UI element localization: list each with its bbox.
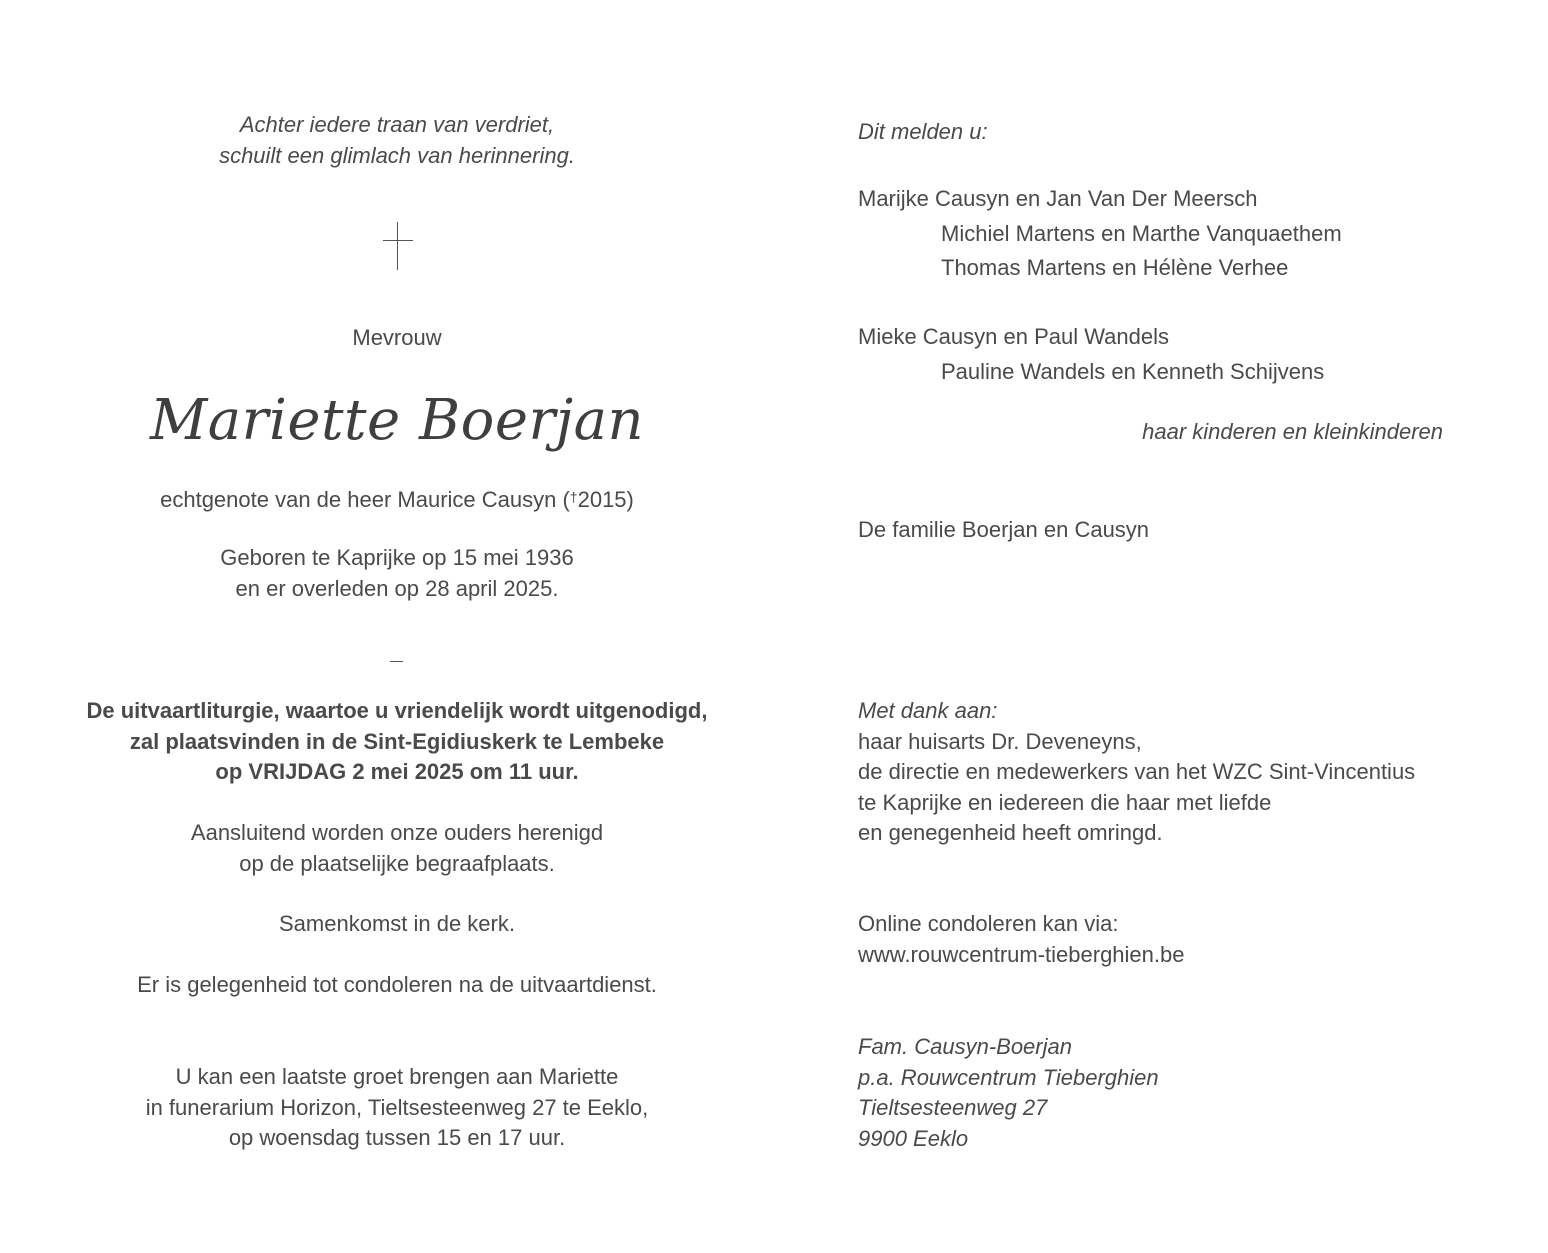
thanks-line: te Kaprijke en iedereen die haar met liefde (858, 789, 1272, 815)
dagger-icon: † (569, 489, 578, 505)
thanks-title: Met dank aan: (858, 698, 998, 723)
liturgy-info (47, 696, 747, 788)
title-label: Mevrouw (352, 325, 442, 350)
online-condolence-section (858, 909, 1478, 970)
deceased-name: Mariette Boerjan (149, 388, 645, 453)
child-couple: Mieke Causyn en Paul Wandels (858, 324, 1170, 349)
gathering-line: Samenkomst in de kerk. (279, 911, 515, 936)
grandchild-couple: Pauline Wandels en Kenneth Schijvens (941, 358, 1325, 384)
quote-line: Achter iedere traan van verdriet, (239, 112, 555, 137)
thanks-line: de directie en medewerkers van het WZC Sint-Vincentius (858, 759, 1416, 784)
visit-line: U kan een laatste groet brengen aan Mariette (175, 1064, 619, 1089)
online-title: Online condoleren kan via: (858, 911, 1119, 936)
death-line: en er overleden op 28 april 2025. (235, 575, 559, 601)
address-line: Fam. Causyn-Boerjan (858, 1034, 1072, 1059)
burial-line: op de plaatselijke begraafplaats. (239, 850, 555, 876)
family-group-1 (858, 182, 1478, 286)
address-line: p.a. Rouwcentrum Tieberghien (858, 1064, 1159, 1090)
intro-line: Dit melden u: (858, 119, 988, 144)
spouse-line: echtgenote van de heer Maurice Causyn (†2015) (160, 487, 634, 512)
visit-line: in funerarium Horizon, Tieltsesteenweg 27 te Eeklo, (145, 1094, 649, 1120)
grandchild-couple: Thomas Martens en Hélène Verhee (941, 255, 1289, 280)
relation-line: haar kinderen en kleinkinderen (1142, 419, 1443, 444)
liturgy-line: De uitvaartliturgie, waartoe u vriendelijk wordt uitgenodigd, (86, 698, 708, 723)
birth-line: Geboren te Kaprijke op 15 mei 1936 (220, 545, 574, 570)
condolence-line: Er is gelegenheid tot condoleren na de uitvaartdienst. (137, 972, 657, 997)
contact-address (858, 1032, 1478, 1154)
burial-line: Aansluitend worden onze ouders herenigd (190, 820, 604, 845)
visit-line: op woensdag tussen 15 en 17 uur. (228, 1125, 566, 1150)
address-line: 9900 Eeklo (858, 1125, 969, 1151)
extended-family-line: De familie Boerjan en Causyn (858, 517, 1150, 542)
address-line: Tieltsesteenweg 27 (858, 1095, 1048, 1120)
child-couple: Marijke Causyn en Jan Van Der Meersch (858, 186, 1258, 211)
birth-death-info (47, 543, 747, 604)
grandchild-couple: Michiel Martens en Marthe Vanquaethem (941, 220, 1342, 246)
visit-info (47, 1062, 747, 1154)
liturgy-line: zal plaatsvinden in de Sint-Egidiuskerk te Lembeke (129, 728, 665, 754)
memorial-quote (47, 110, 747, 171)
family-group-2 (858, 320, 1478, 389)
divider-dash (390, 661, 403, 662)
thanks-line: haar huisarts Dr. Deveneyns, (858, 728, 1142, 754)
thanks-section (858, 696, 1478, 849)
burial-info (47, 818, 747, 879)
online-url-link[interactable]: www.rouwcentrum-tieberghien.be (858, 941, 1185, 967)
cross-icon (383, 222, 413, 270)
liturgy-line: op VRIJDAG 2 mei 2025 om 11 uur. (215, 759, 579, 784)
quote-line: schuilt een glimlach van herinnering. (219, 142, 575, 168)
thanks-line: en genegenheid heeft omringd. (858, 820, 1163, 845)
